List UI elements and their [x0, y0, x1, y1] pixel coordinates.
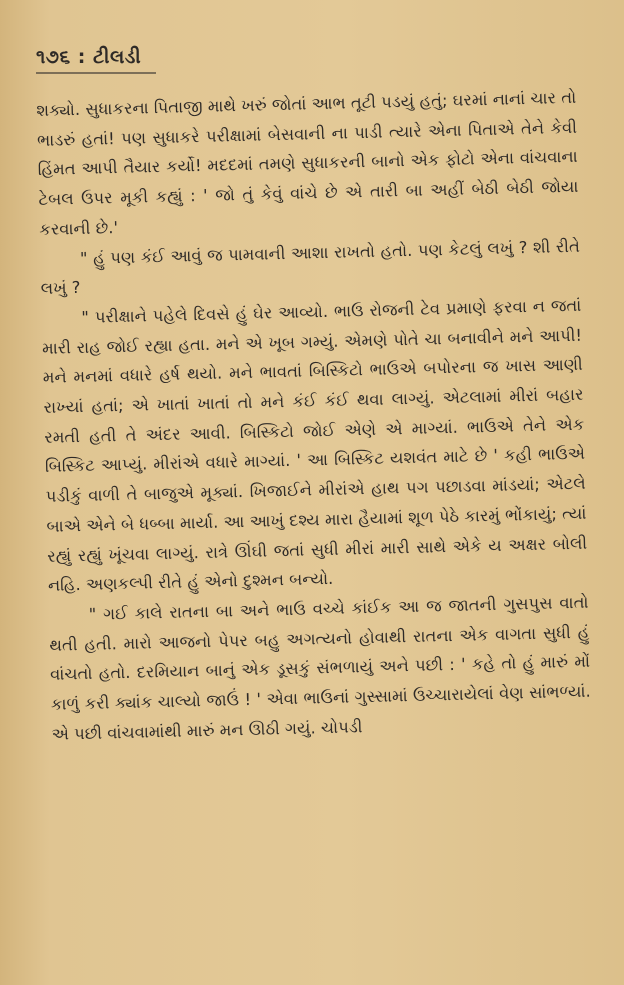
paragraph-1: શક્યો. સુધાકરના પિતાજી માથે ખરું જોતાં આભ તૂટી પડયું હતું; ઘરમાં નાનાં ચાર તો ભાડરું હતાં! પણ સુધાકરે પરીક્ષામાં બેસવાની ના પાડી ત્યારે એના પિતાએ તેને કેવી હિંમત આપી તૈયાર કર્યો! મદદમાં તમણે સુધાકરની બાનો એક ફોટો એના વાંચવાના ટેબલ ઉપર મૂકી કહ્યું : ' જો તું કેવું વાંચે છે એ તારી બા અહીં બેઠી બેઠી જોયા કરવાની છે.' [36, 87, 579, 239]
paragraph-3: " પરીક્ષાને પહેલે દિવસે હું ઘેર આવ્યો. ભાઉ રોજની ટેવ પ્રમાણે ફરવા ન જતાં મારી રાહ જોઈ રહ્યા હતા. મને એ ખૂબ ગમ્યું. એમણે પોતે ચા બનાવીને મને આપી! મને મનમાં વધારે હર્ષ થયો. મને ભાવતાં બિસ્કિટો ભાઉએ બપોરના જ ખાસ આણી રાખ્યાં હતાં; એ ખાતાં ખાતાં તો મને કંઈ કંઈ થવા લાગ્યું. એટલામાં મીરાં બહાર રમતી હતી તે અંદર આવી. બિસ્કિટો જોઈ એણે એ માગ્યાં. ભાઉએ તેને એક બિસ્કિટ આપ્યું. મીરાંએ વધારે માગ્યાં. ' આ બિસ્કિટ યશવંત માટે છે ' કહી ભાઉએ પડીકું વાળી તે બાજુએ મૂક્યાં. ખિજાઈને મીરાંએ હાથ પગ પછાડવા માંડયાં; એટલે બાએ એને બે ધબ્બા માર્યા. આ આખું દશ્ય મારા હૈયામાં શૂળ પેઠે કારમું ભોંકાયું; ત્યાં રહ્યું રહ્યું ખૂંચવા લાગ્યું. રાત્રે ઊંઘી જતાં સુધી મીરાં મારી સાથે એકે ય અક્ષર બોલી નહિ. અણકલ્પી રીતે હું એનો દુશ્મન બન્યો. [41, 295, 588, 596]
header-underline [36, 72, 156, 74]
page-header [36, 46, 576, 74]
page-body [36, 83, 592, 749]
paragraph-2: " હું પણ કંઈ આવું જ પામવાની આશા રાખતો હતો. પણ કેટલું લખું ? શી રીતે લખું ? [40, 236, 581, 299]
paragraph-4: " ગઈ કાલે રાતના બા અને ભાઉ વચ્ચે કાંઈક આ જ જાતની ગુસપુસ વાતો થતી હતી. મારો આજનો પેપર બહુ અગત્યનો હોવાથી રાતના એક વાગતા સુધી હું વાંચતો હતો. દરમિયાન બાનું એક ડૂસકું સંભળાયું અને પછી : ' કહે તો હું મારું મોં કાળું કરી ક્યાંક ચાલ્યો જાઉં ! ' એવા ભાઉનાં ગુસ્સામાં ઉચ્ચારાયેલાં વેણ સાંભળ્યાં. એ પછી વાંચવામાંથી મારું મન ઊઠી ગયું. ચોપડી [49, 592, 591, 744]
page-header-text: ૧૭૬ : ટીલડી [36, 46, 142, 68]
